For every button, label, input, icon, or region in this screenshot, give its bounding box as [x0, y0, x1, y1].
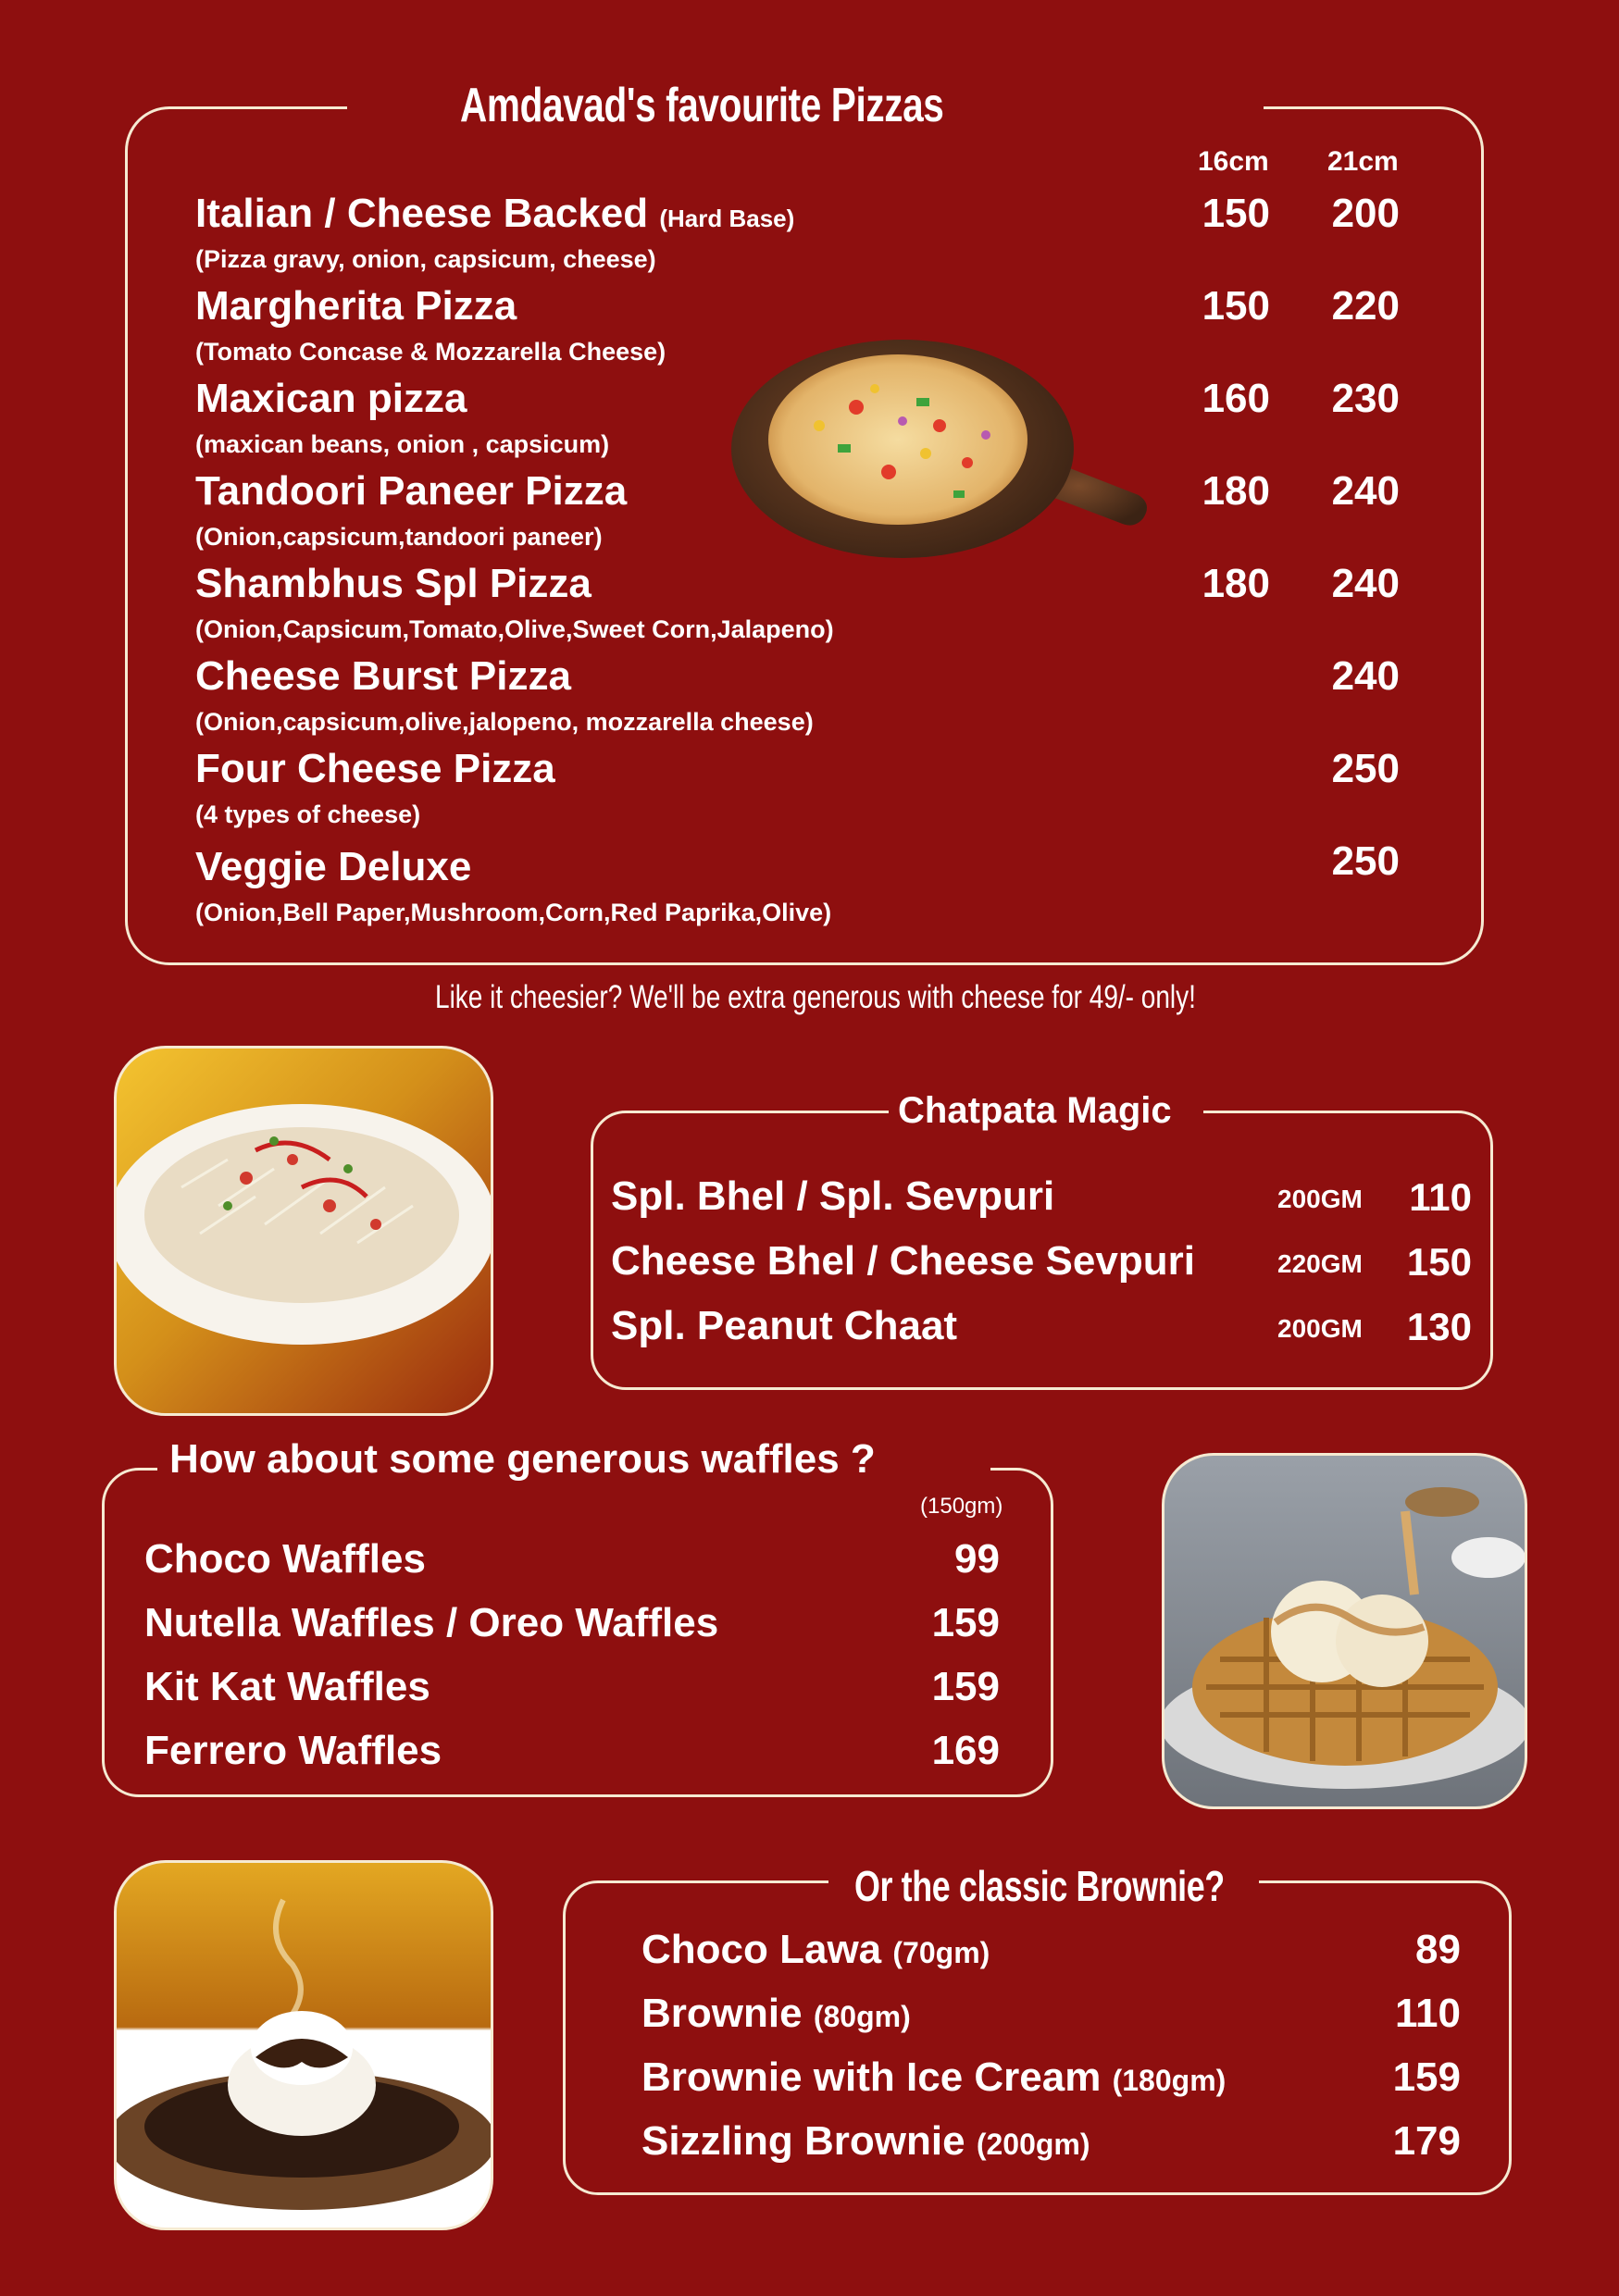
- brownie-item-price: 110: [1395, 1991, 1461, 2036]
- pizza-item-description: (Onion,Bell Paper,Mushroom,Corn,Red Paprika,Olive): [195, 899, 832, 926]
- pizza-item-description: (4 types of cheese): [195, 800, 421, 828]
- brownie-item-name: [641, 1927, 990, 1973]
- pizza-item-label: Shambhus Spl Pizza: [195, 561, 592, 606]
- pizza-price-21cm: 200: [1331, 191, 1400, 236]
- waffle-item-name: Ferrero Waffles: [144, 1728, 442, 1773]
- pizza-item-name: [195, 746, 555, 792]
- brownie-item-weight: (80gm): [813, 2000, 911, 2033]
- brownie-item-price: 159: [1392, 2054, 1461, 2100]
- pizza-item-name: [195, 376, 467, 422]
- chaat-item-weight: 200GM: [1277, 1185, 1363, 1213]
- chaat-item-price: 130: [1406, 1305, 1472, 1348]
- pizza-item-description: (Tomato Concase & Mozzarella Cheese): [195, 338, 666, 366]
- pizza-board-image: [727, 333, 1152, 583]
- pizza-price-21cm: 240: [1331, 653, 1400, 699]
- pizza-section-title: Amdavad's favourite Pizzas: [460, 79, 944, 132]
- brownie-section-title: Or the classic Brownie?: [854, 1862, 1225, 1910]
- chaat-item-name: Spl. Peanut Chaat: [611, 1303, 958, 1348]
- pizza-price-21cm: 230: [1331, 376, 1400, 421]
- chaat-item-name: Spl. Bhel / Spl. Sevpuri: [611, 1173, 1055, 1219]
- waffles-section-title: How about some generous waffles ?: [169, 1436, 876, 1482]
- pizza-item-description: (Onion,capsicum,tandoori paneer): [195, 523, 603, 551]
- pizza-item-description: (Onion,Capsicum,Tomato,Olive,Sweet Corn,Jalapeno): [195, 615, 834, 643]
- brownie-item-name: [641, 2054, 1226, 2101]
- pizza-item-name: [195, 191, 794, 237]
- pizza-item-description: (Onion,capsicum,olive,jalopeno, mozzarella cheese): [195, 708, 814, 736]
- waffles-weight: (150gm): [920, 1494, 1003, 1519]
- col-header-16cm: 16cm: [1198, 146, 1269, 177]
- waffle-item-name: Nutella Waffles / Oreo Waffles: [144, 1600, 719, 1645]
- pizza-price-16cm: 180: [1202, 561, 1270, 606]
- brownie-item-weight: (200gm): [976, 2128, 1090, 2161]
- brownie-image: [114, 1860, 493, 2230]
- brownie-item-weight: (70gm): [892, 1936, 990, 1969]
- pizza-price-21cm: 240: [1331, 561, 1400, 606]
- waffle-image: [1162, 1453, 1527, 1809]
- pizza-price-16cm: 160: [1202, 376, 1270, 421]
- pizza-item-description: (Pizza gravy, onion, capsicum, cheese): [195, 245, 656, 273]
- pizza-item-label: Veggie Deluxe: [195, 844, 472, 889]
- pizza-item-description: (maxican beans, onion , capsicum): [195, 430, 610, 458]
- chaat-item-weight: 220GM: [1277, 1249, 1363, 1278]
- extra-cheese-note: Like it cheesier? We'll be extra generous with cheese for 49/- only!: [435, 979, 1196, 1015]
- pizza-item-name: [195, 283, 517, 329]
- brownie-item-label: Brownie with Ice Cream: [641, 2054, 1102, 2100]
- col-header-21cm: 21cm: [1327, 146, 1399, 177]
- pizza-price-21cm: 220: [1331, 283, 1400, 329]
- pizza-item-suffix: (Hard Base): [659, 205, 795, 232]
- chaat-section-title: Chatpata Magic: [898, 1090, 1172, 1131]
- chaat-item-name: Cheese Bhel / Cheese Sevpuri: [611, 1238, 1195, 1284]
- waffle-item-name: Choco Waffles: [144, 1536, 426, 1582]
- pizza-item-label: Italian / Cheese Backed: [195, 191, 649, 236]
- pizza-item-label: Maxican pizza: [195, 376, 467, 421]
- waffle-item-name: Kit Kat Waffles: [144, 1664, 430, 1709]
- pizza-price-16cm: 180: [1202, 468, 1270, 514]
- waffle-item-price: 99: [954, 1536, 1000, 1582]
- pizza-item-name: [195, 653, 571, 700]
- waffle-item-price: 159: [931, 1664, 1000, 1709]
- chaat-item-price: 110: [1409, 1175, 1472, 1219]
- pizza-item-name: [195, 468, 627, 515]
- chaat-item-weight: 200GM: [1277, 1314, 1363, 1343]
- brownie-item-name: [641, 1991, 911, 2037]
- brownie-item-label: Sizzling Brownie: [641, 2118, 965, 2164]
- brownie-item-label: Brownie: [641, 1991, 803, 2036]
- waffle-item-price: 159: [931, 1600, 1000, 1645]
- pizza-item-label: Tandoori Paneer Pizza: [195, 468, 628, 514]
- brownie-item-label: Choco Lawa: [641, 1927, 882, 1972]
- pizza-item-name: [195, 561, 592, 607]
- pizza-price-21cm: 250: [1331, 838, 1400, 884]
- pizza-price-21cm: 240: [1331, 468, 1400, 514]
- pizza-price-16cm: 150: [1202, 283, 1270, 329]
- brownie-item-weight: (180gm): [1112, 2064, 1227, 2097]
- brownie-item-name: [641, 2118, 1090, 2165]
- bhel-image: [114, 1046, 493, 1416]
- pizza-item-label: Cheese Burst Pizza: [195, 653, 571, 699]
- pizza-price-16cm: 150: [1202, 191, 1270, 236]
- brownie-item-price: 89: [1415, 1927, 1461, 1972]
- pizza-item-label: Four Cheese Pizza: [195, 746, 555, 791]
- pizza-item-name: [195, 844, 471, 890]
- chaat-item-price: 150: [1406, 1240, 1472, 1284]
- pizza-price-21cm: 250: [1331, 746, 1400, 791]
- pizza-item-label: Margherita Pizza: [195, 283, 517, 329]
- waffle-item-price: 169: [931, 1728, 1000, 1773]
- brownie-item-price: 179: [1392, 2118, 1461, 2164]
